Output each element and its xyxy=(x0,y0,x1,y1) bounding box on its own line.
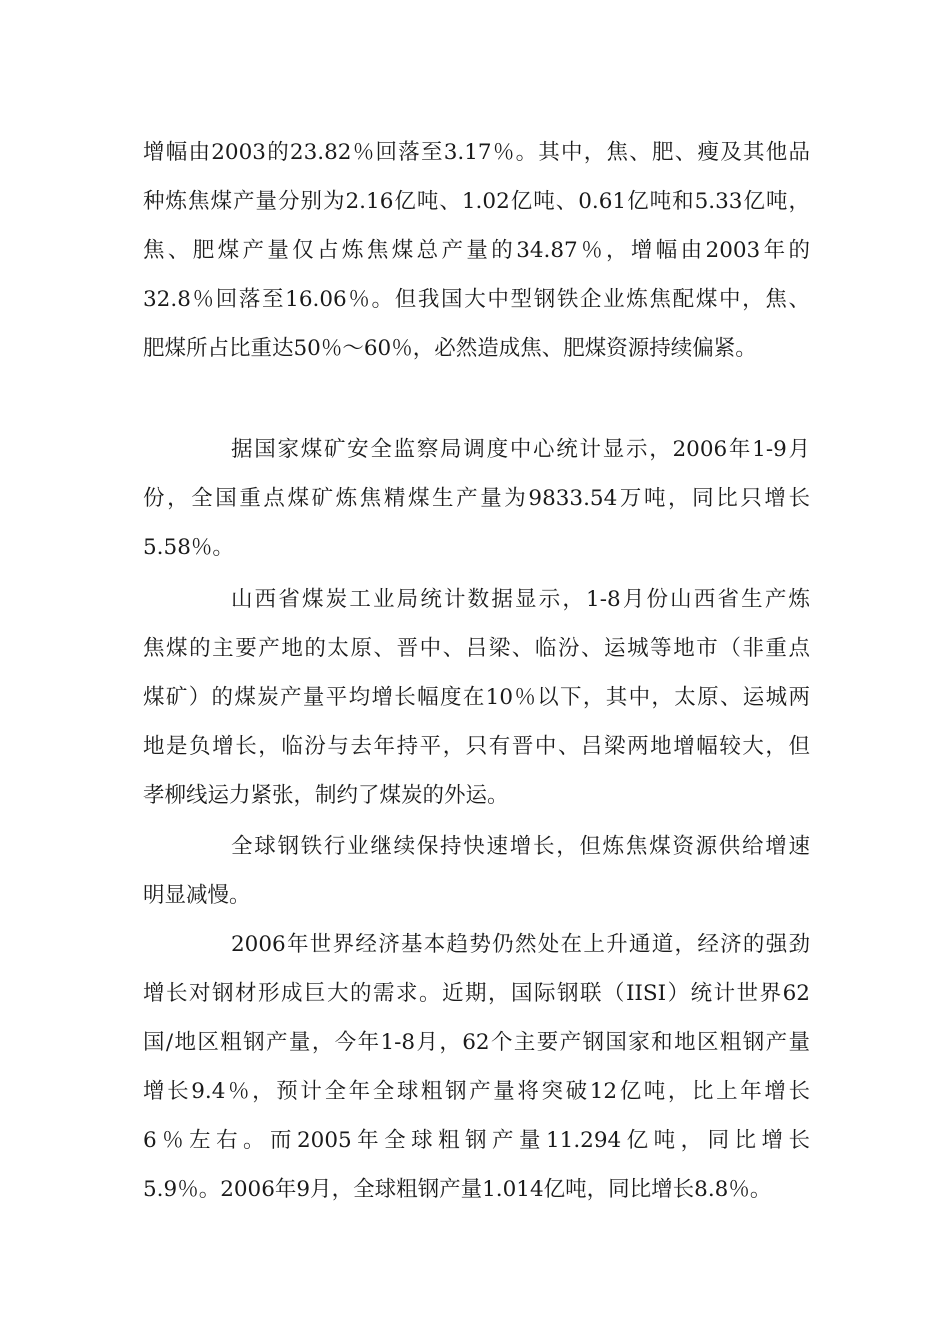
text-line: 山西省煤炭工业局统计数据显示，1-8月份山西省生产炼 xyxy=(231,587,810,612)
text-line: 增长9.4％，预计全年全球粗钢产量将突破12亿吨，比上年增长 xyxy=(143,1079,810,1104)
text-line: 种炼焦煤产量分别为2.16亿吨、1.02亿吨、0.61亿吨和5.33亿吨， xyxy=(143,189,810,214)
text-line: 煤矿）的煤炭产量平均增长幅度在10％以下，其中，太原、运城两 xyxy=(143,685,810,710)
text-line: 地是负增长，临汾与去年持平，只有晋中、吕梁两地增幅较大，但 xyxy=(143,734,810,759)
text-line: 据国家煤矿安全监察局调度中心统计显示，2006年1-9月 xyxy=(231,437,810,462)
text-line: 国/地区粗钢产量，今年1-8月，62个主要产钢国家和地区粗钢产量 xyxy=(143,1030,810,1055)
text-line: 2006年世界经济基本趋势仍然处在上升通道，经济的强劲 xyxy=(231,932,810,957)
paragraph-shanxi-statistics xyxy=(143,575,810,820)
text-line: 5.9％。2006年9月，全球粗钢产量1.014亿吨，同比增长8.8％。 xyxy=(143,1177,772,1202)
text-line: 焦、肥煤产量仅占炼焦煤总产量的34.87％，增幅由2003年的 xyxy=(143,238,810,263)
text-line: 明显减慢。 xyxy=(143,883,251,908)
text-line: 32.8％回落至16.06％。但我国大中型钢铁企业炼焦配煤中，焦、 xyxy=(143,287,810,312)
text-line: 增幅由2003的23.82％回落至3.17％。其中，焦、肥、瘦及其他品 xyxy=(143,140,810,165)
paragraph-key-mines-statistics xyxy=(143,425,810,572)
text-line: 全球钢铁行业继续保持快速增长，但炼焦煤资源供给增速 xyxy=(231,834,810,859)
text-line: 孝柳线运力紧张，制约了煤炭的外运。 xyxy=(143,783,509,808)
text-line: 6％左右。而2005年全球粗钢产量11.294亿吨，同比增长 xyxy=(143,1128,810,1153)
paragraph-world-economy xyxy=(143,920,810,1214)
text-line: 焦煤的主要产地的太原、晋中、吕梁、临汾、运城等地市（非重点 xyxy=(143,636,810,661)
text-line: 5.58％。 xyxy=(143,535,234,560)
paragraph-global-steel-heading xyxy=(143,822,810,920)
text-line: 肥煤所占比重达50％～60％，必然造成焦、肥煤资源持续偏紧。 xyxy=(143,336,757,361)
text-line: 份，全国重点煤矿炼焦精煤生产量为9833.54万吨，同比只增长 xyxy=(143,486,810,511)
text-line: 增长对钢材形成巨大的需求。近期，国际钢联（IISI）统计世界62 xyxy=(143,981,810,1006)
paragraph-coking-coal-output xyxy=(143,128,810,373)
